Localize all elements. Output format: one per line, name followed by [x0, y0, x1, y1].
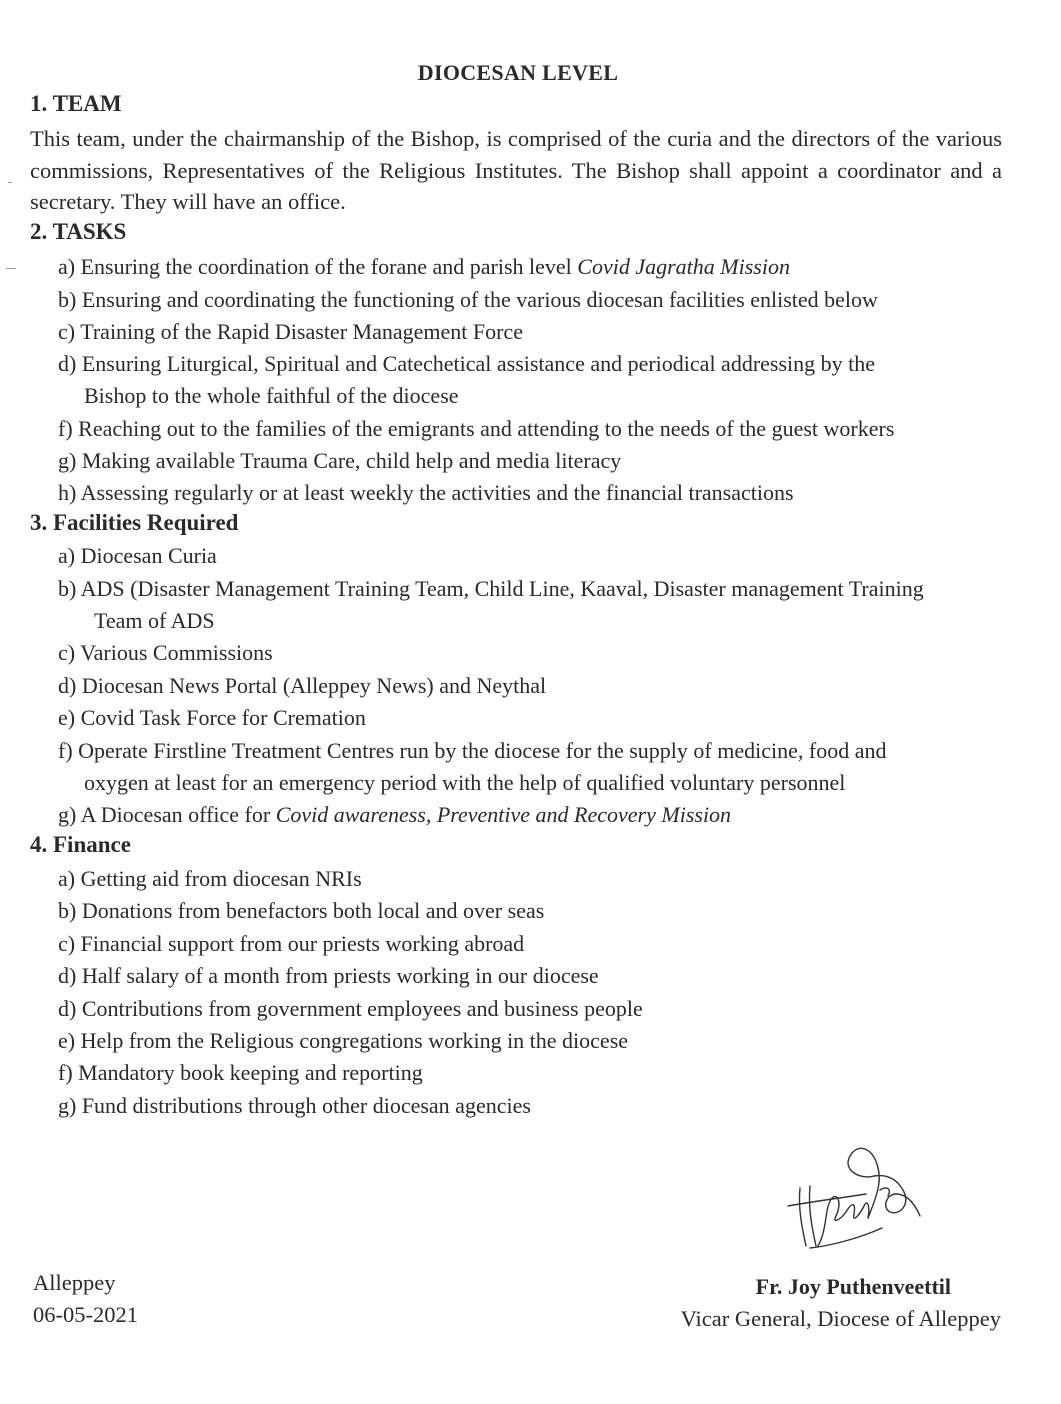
page-title: DIOCESAN LEVEL	[417, 60, 619, 85]
list-item: d) Diocesan News Portal (Alleppey News) and Neythal	[58, 673, 547, 698]
list-item: b) Ensuring and coordinating the functioning of the various diocesan facilities enlisted below	[58, 287, 878, 312]
list-item: f) Reaching out to the families of the emigrants and attending to the needs of the guest workers	[58, 416, 895, 441]
list-item: a) Ensuring the coordination of the forane and parish level Covid Jagratha Mission	[58, 254, 790, 279]
list-item-continuation: Bishop to the whole faithful of the diocese	[84, 383, 459, 408]
scan-speck	[8, 182, 12, 183]
document-date: 06-05-2021	[33, 1302, 138, 1327]
list-item-continuation: oxygen at least for an emergency period with the help of qualified voluntary personnel	[84, 770, 846, 795]
list-item: c) Financial support from our priests working abroad	[58, 931, 525, 956]
signer-title: Vicar General, Diocese of Alleppey	[680, 1306, 1001, 1331]
section-heading-facilities: 3. Facilities Required	[30, 510, 239, 535]
list-item: f) Operate Firstline Treatment Centres run by the diocese for the supply of medicine, food and oxygen at least for an emergency period with the help of qualified voluntary personnel	[58, 735, 1006, 799]
list-item: d) Contributions from government employees and business people	[58, 996, 643, 1021]
list-item: g) A Diocesan office for Covid awareness, Preventive and Recovery Mission	[58, 802, 732, 827]
signer-name: Fr. Joy Puthenveettil	[755, 1274, 951, 1299]
handwritten-signature	[770, 1128, 930, 1258]
list-item: a) Diocesan Curia	[58, 543, 217, 568]
list-item: d) Ensuring Liturgical, Spiritual and Catechetical assistance and periodical addressing by the Bishop to the whole faithful of the diocese	[58, 348, 1006, 412]
section-heading-tasks: 2. TASKS	[30, 219, 127, 244]
list-item-continuation: Team of ADS	[94, 608, 215, 633]
section-heading-team: 1. TEAM	[30, 91, 122, 116]
italic-term: Covid Jagratha Mission	[577, 254, 790, 279]
italic-term: Covid awareness, Preventive and Recovery Mission	[275, 802, 732, 827]
list-item: a) Getting aid from diocesan NRIs	[58, 866, 362, 891]
location: Alleppey	[33, 1270, 116, 1295]
list-item: g) Fund distributions through other diocesan agencies	[58, 1093, 531, 1118]
list-item: c) Various Commissions	[58, 640, 273, 665]
list-item: d) Half salary of a month from priests working in our diocese	[58, 963, 599, 988]
list-item: b) ADS (Disaster Management Training Team, Child Line, Kaaval, Disaster management Training Team of ADS	[58, 573, 1006, 637]
list-item: c) Training of the Rapid Disaster Management Force	[58, 319, 523, 344]
list-item: g) Making available Trauma Care, child help and media literacy	[58, 448, 622, 473]
list-item: f) Mandatory book keeping and reporting	[58, 1060, 423, 1085]
list-item: e) Covid Task Force for Cremation	[58, 705, 366, 730]
list-item: h) Assessing regularly or at least weekly the activities and the financial transactions	[58, 480, 794, 505]
section-heading-finance: 4. Finance	[30, 832, 131, 857]
list-item: e) Help from the Religious congregations working in the diocese	[58, 1028, 629, 1053]
scan-speck	[6, 268, 16, 269]
team-paragraph: This team, under the chairmanship of the Bishop, is comprised of the curia and the directors of the various commissions, Representatives of the Religious Institutes. The Bishop shall appoint a coordinator and a secretary. They will have an office.	[30, 126, 1002, 214]
list-item: b) Donations from benefactors both local and over seas	[58, 898, 545, 923]
